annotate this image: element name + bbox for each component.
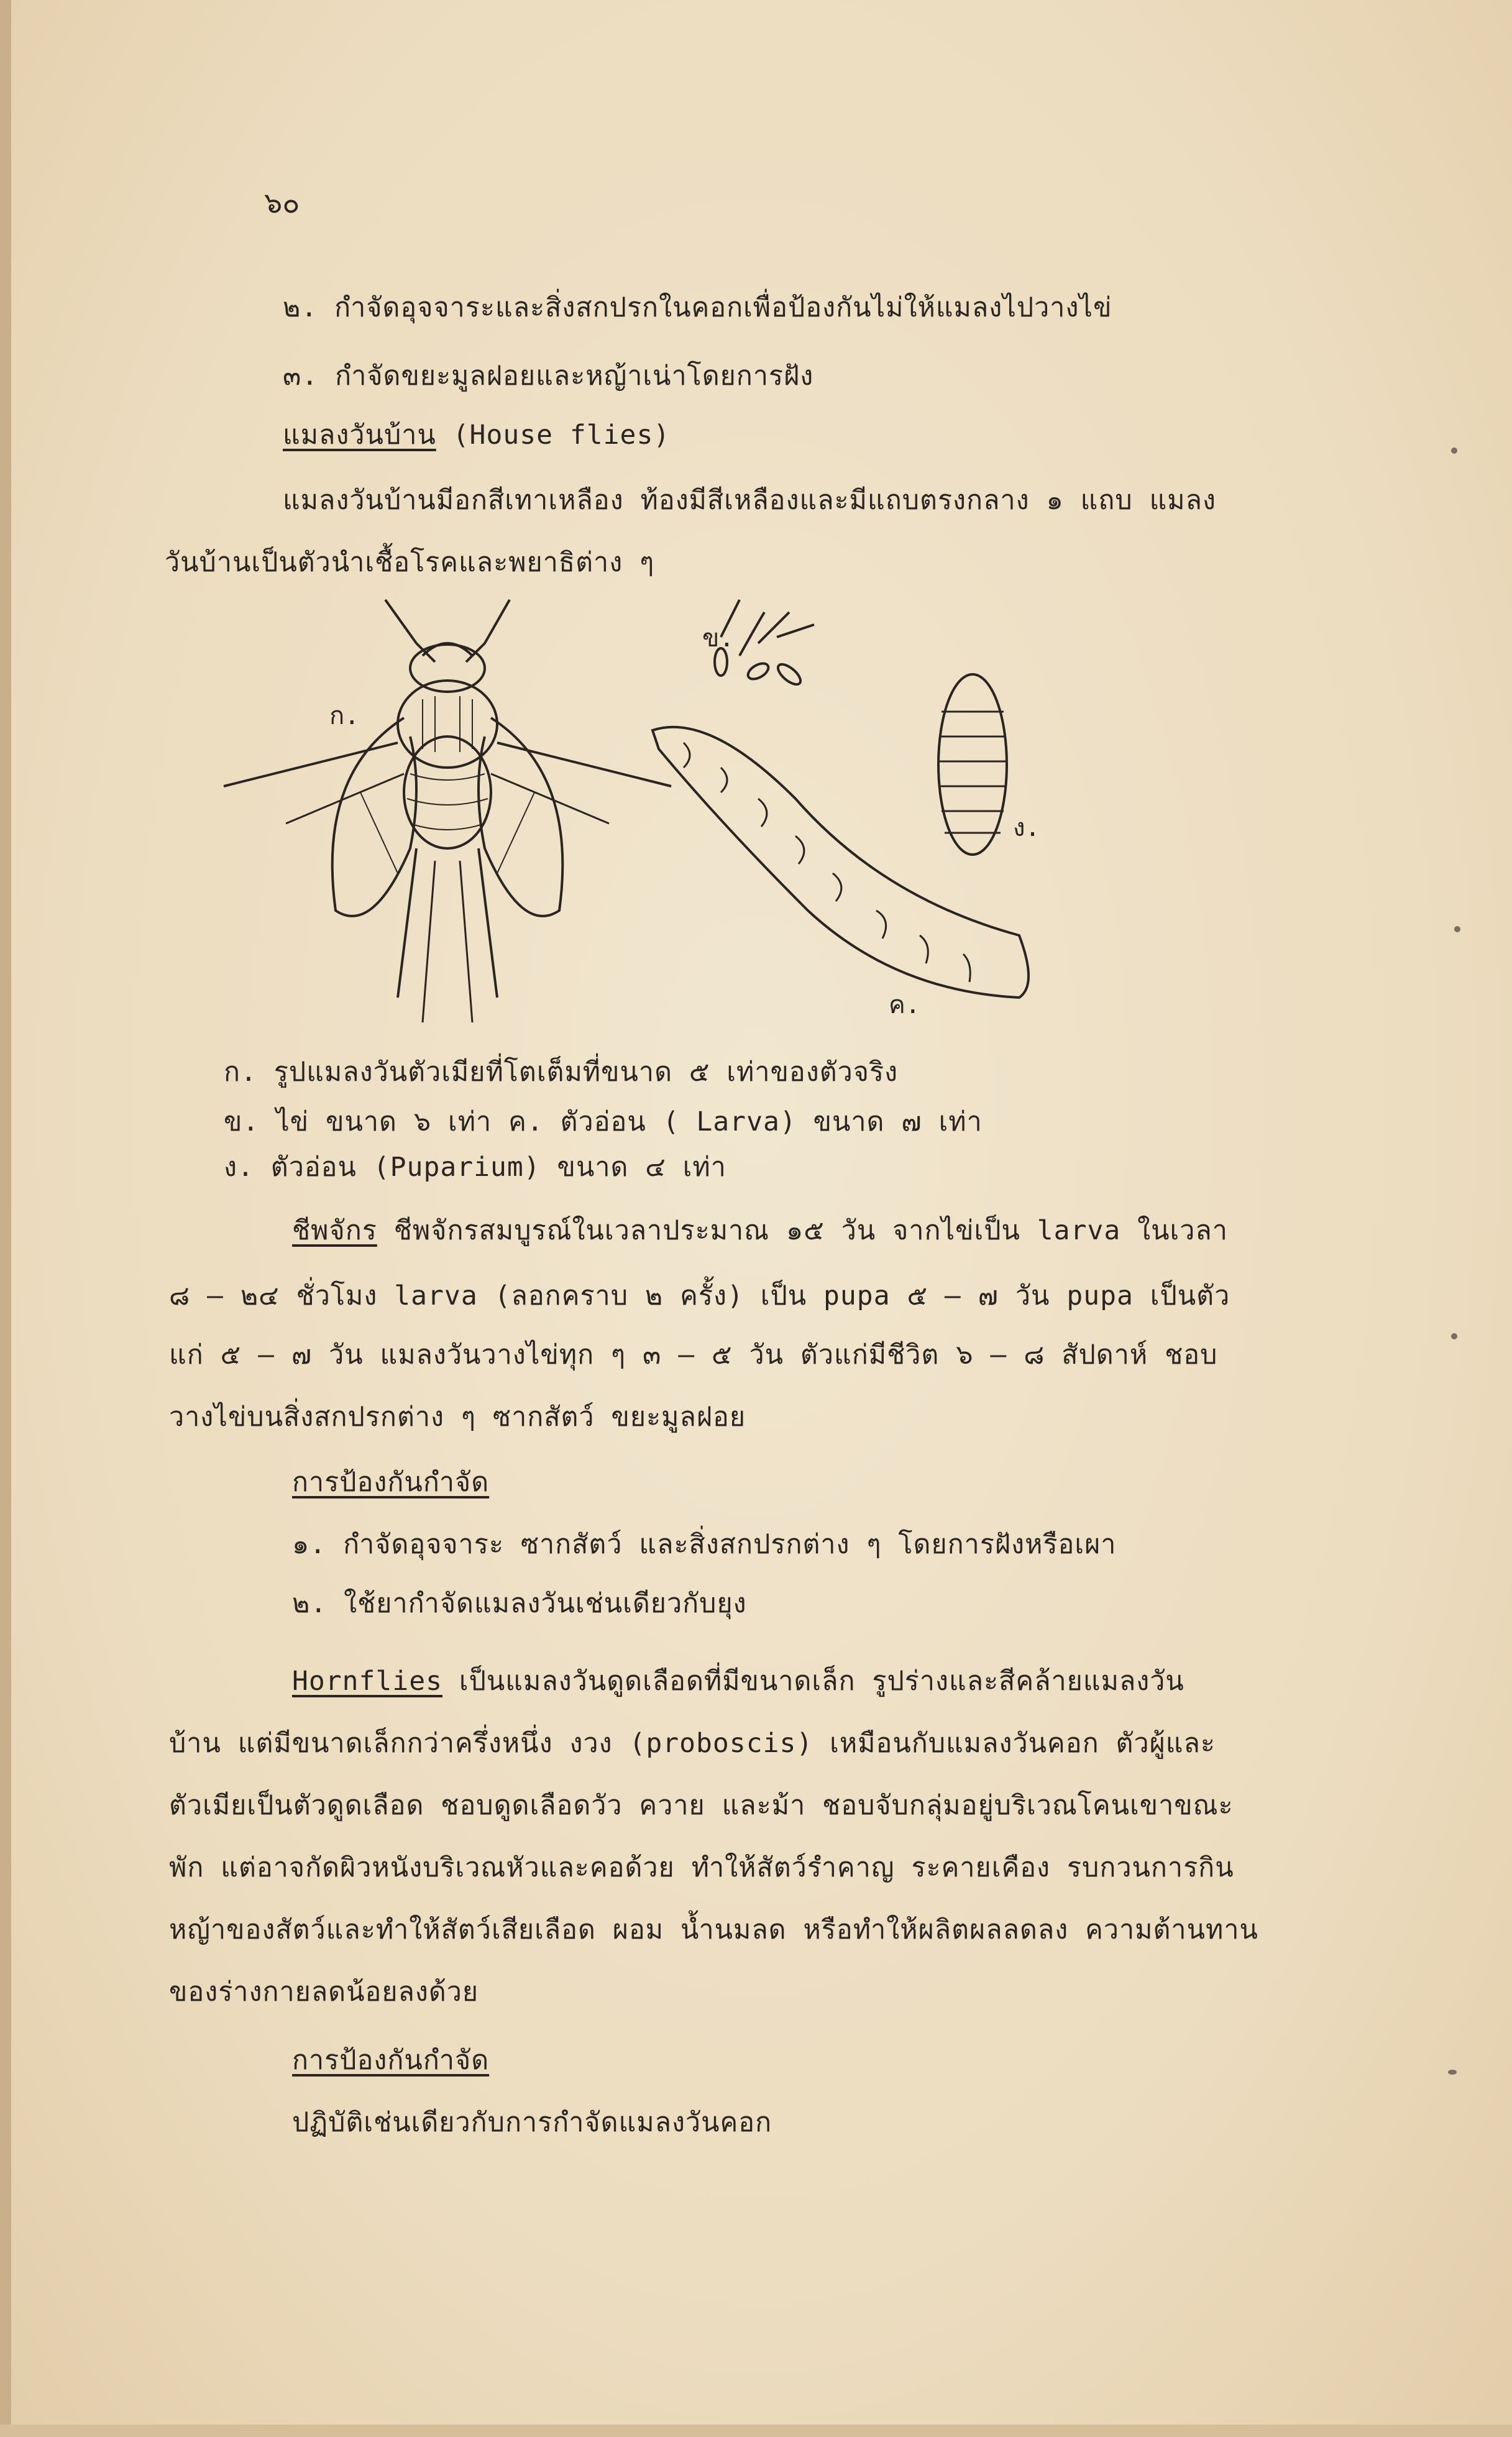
heading-text: แมลงวันบ้าน <box>283 420 436 451</box>
speck <box>1451 1333 1457 1339</box>
figure-label-larva: ค. <box>889 991 920 1019</box>
lifecycle-line-1 <box>292 1212 1228 1249</box>
figure-label-eggs: ข. <box>702 624 735 653</box>
prevention-text: ปฏิบัติเช่นเดียวกับการกำจัดแมลงวันคอก <box>292 2107 772 2138</box>
hornflies-text: เป็นแมลงวันดูดเลือดที่มีขนาดเล็ก รูปร่างและสีคล้ายแมลงวัน <box>459 1666 1184 1697</box>
figure-caption: ข. ไข่ ขนาด ๖ เท่า ค. ตัวอ่อน ( Larva) ขนาด ๗ เท่า <box>224 1106 983 1137</box>
lifecycle-heading: ชีพจักร <box>292 1215 377 1246</box>
figure-label-adult: ก. <box>329 702 360 730</box>
speck <box>1451 447 1457 454</box>
hornflies-line-1 <box>292 1663 1184 1700</box>
page-edge-left <box>0 0 11 2437</box>
figure-drawing <box>211 587 1044 1041</box>
paragraph-line: แมลงวันบ้านมีอกสีเทาเหลือง ท้องมีสีเหลืองและมีแถบตรงกลาง ๑ แถบ แมลง <box>283 485 1216 516</box>
page-edge-bottom <box>0 2425 1512 2437</box>
prevention-heading: การป้องกันกำจัด <box>292 2045 490 2076</box>
pupa-drawing <box>938 674 1007 855</box>
speck <box>1448 2070 1457 2075</box>
paragraph-line: วันบ้านเป็นตัวนำเชื้อโรคและพยาธิต่าง ๆ <box>165 547 655 578</box>
figure-caption: ง. ตัวอ่อน (Puparium) ขนาด ๔ เท่า <box>224 1152 726 1183</box>
section-heading-house-flies <box>283 416 670 454</box>
hornflies-line: บ้าน แต่มีขนาดเล็กกว่าครึ่งหนึ่ง งวง (proboscis) เหมือนกับแมลงวันคอก ตัวผู้และ <box>169 1728 1216 1759</box>
prevention-item: ๒. ใช้ยากำจัดแมลงวันเช่นเดียวกับยุง <box>292 1588 747 1619</box>
heading-english: (House flies) <box>452 420 671 451</box>
fly-lifecycle-figure <box>211 587 1044 1041</box>
larva-drawing <box>653 727 1029 998</box>
prevention-item: ๑. กำจัดอุจจาระ ซากสัตว์ และสิ่งสกปรกต่าง ๆ โดยการฝังหรือเผา <box>292 1529 1117 1560</box>
hornflies-heading: Hornflies <box>292 1666 442 1697</box>
figure-label-pupa: ง. <box>1013 814 1040 842</box>
adult-fly-drawing <box>224 600 671 1022</box>
lifecycle-line: แก่ ๕ – ๗ วัน แมลงวันวางไข่ทุก ๆ ๓ – ๕ วัน ตัวแก่มีชีวิต ๖ – ๘ สัปดาห์ ชอบ <box>169 1339 1218 1370</box>
hornflies-line: ของร่างกายลดน้อยลงด้วย <box>169 1976 479 2008</box>
lifecycle-text: ชีพจักรสมบูรณ์ในเวลาประมาณ ๑๕ วัน จากไข่เป็น larva ในเวลา <box>393 1215 1228 1246</box>
hornflies-line: ตัวเมียเป็นตัวดูดเลือด ชอบดูดเลือดวัว ควาย และม้า ชอบจับกลุ่มอยู่บริเวณโคนเขาขณะ <box>169 1790 1234 1821</box>
lifecycle-line: ๘ – ๒๔ ชั่วโมง larva (ลอกคราบ ๒ ครั้ง) เป็น pupa ๕ – ๗ วัน pupa เป็นตัว <box>169 1280 1230 1311</box>
hornflies-line: หญ้าของสัตว์และทำให้สัตว์เสียเลือด ผอม น้ำนมลด หรือทำให้ผลิตผลลดลง ความต้านทาน <box>169 1914 1258 1945</box>
intro-line: ๓. กำจัดขยะมูลฝอยและหญ้าเน่าโดยการฝัง <box>283 360 814 392</box>
lifecycle-line: วางไข่บนสิ่งสกปรกต่าง ๆ ซากสัตว์ ขยะมูลฝอย <box>169 1402 746 1433</box>
page-number: ๖๐ <box>264 186 300 219</box>
speck <box>1454 926 1460 932</box>
figure-caption: ก. รูปแมลงวันตัวเมียที่โตเต็มที่ขนาด ๕ เท่าของตัวจริง <box>224 1057 899 1088</box>
prevention-heading: การป้องกันกำจัด <box>292 1467 490 1498</box>
intro-line: ๒. กำจัดอุจจาระและสิ่งสกปรกในคอกเพื่อป้องกันไม่ให้แมลงไปวางไข่ <box>283 292 1112 323</box>
hornflies-line: พัก แต่อาจกัดผิวหนังบริเวณหัวและคอด้วย ทำให้สัตว์รำคาญ ระคายเคือง รบกวนการกิน <box>169 1852 1234 1883</box>
